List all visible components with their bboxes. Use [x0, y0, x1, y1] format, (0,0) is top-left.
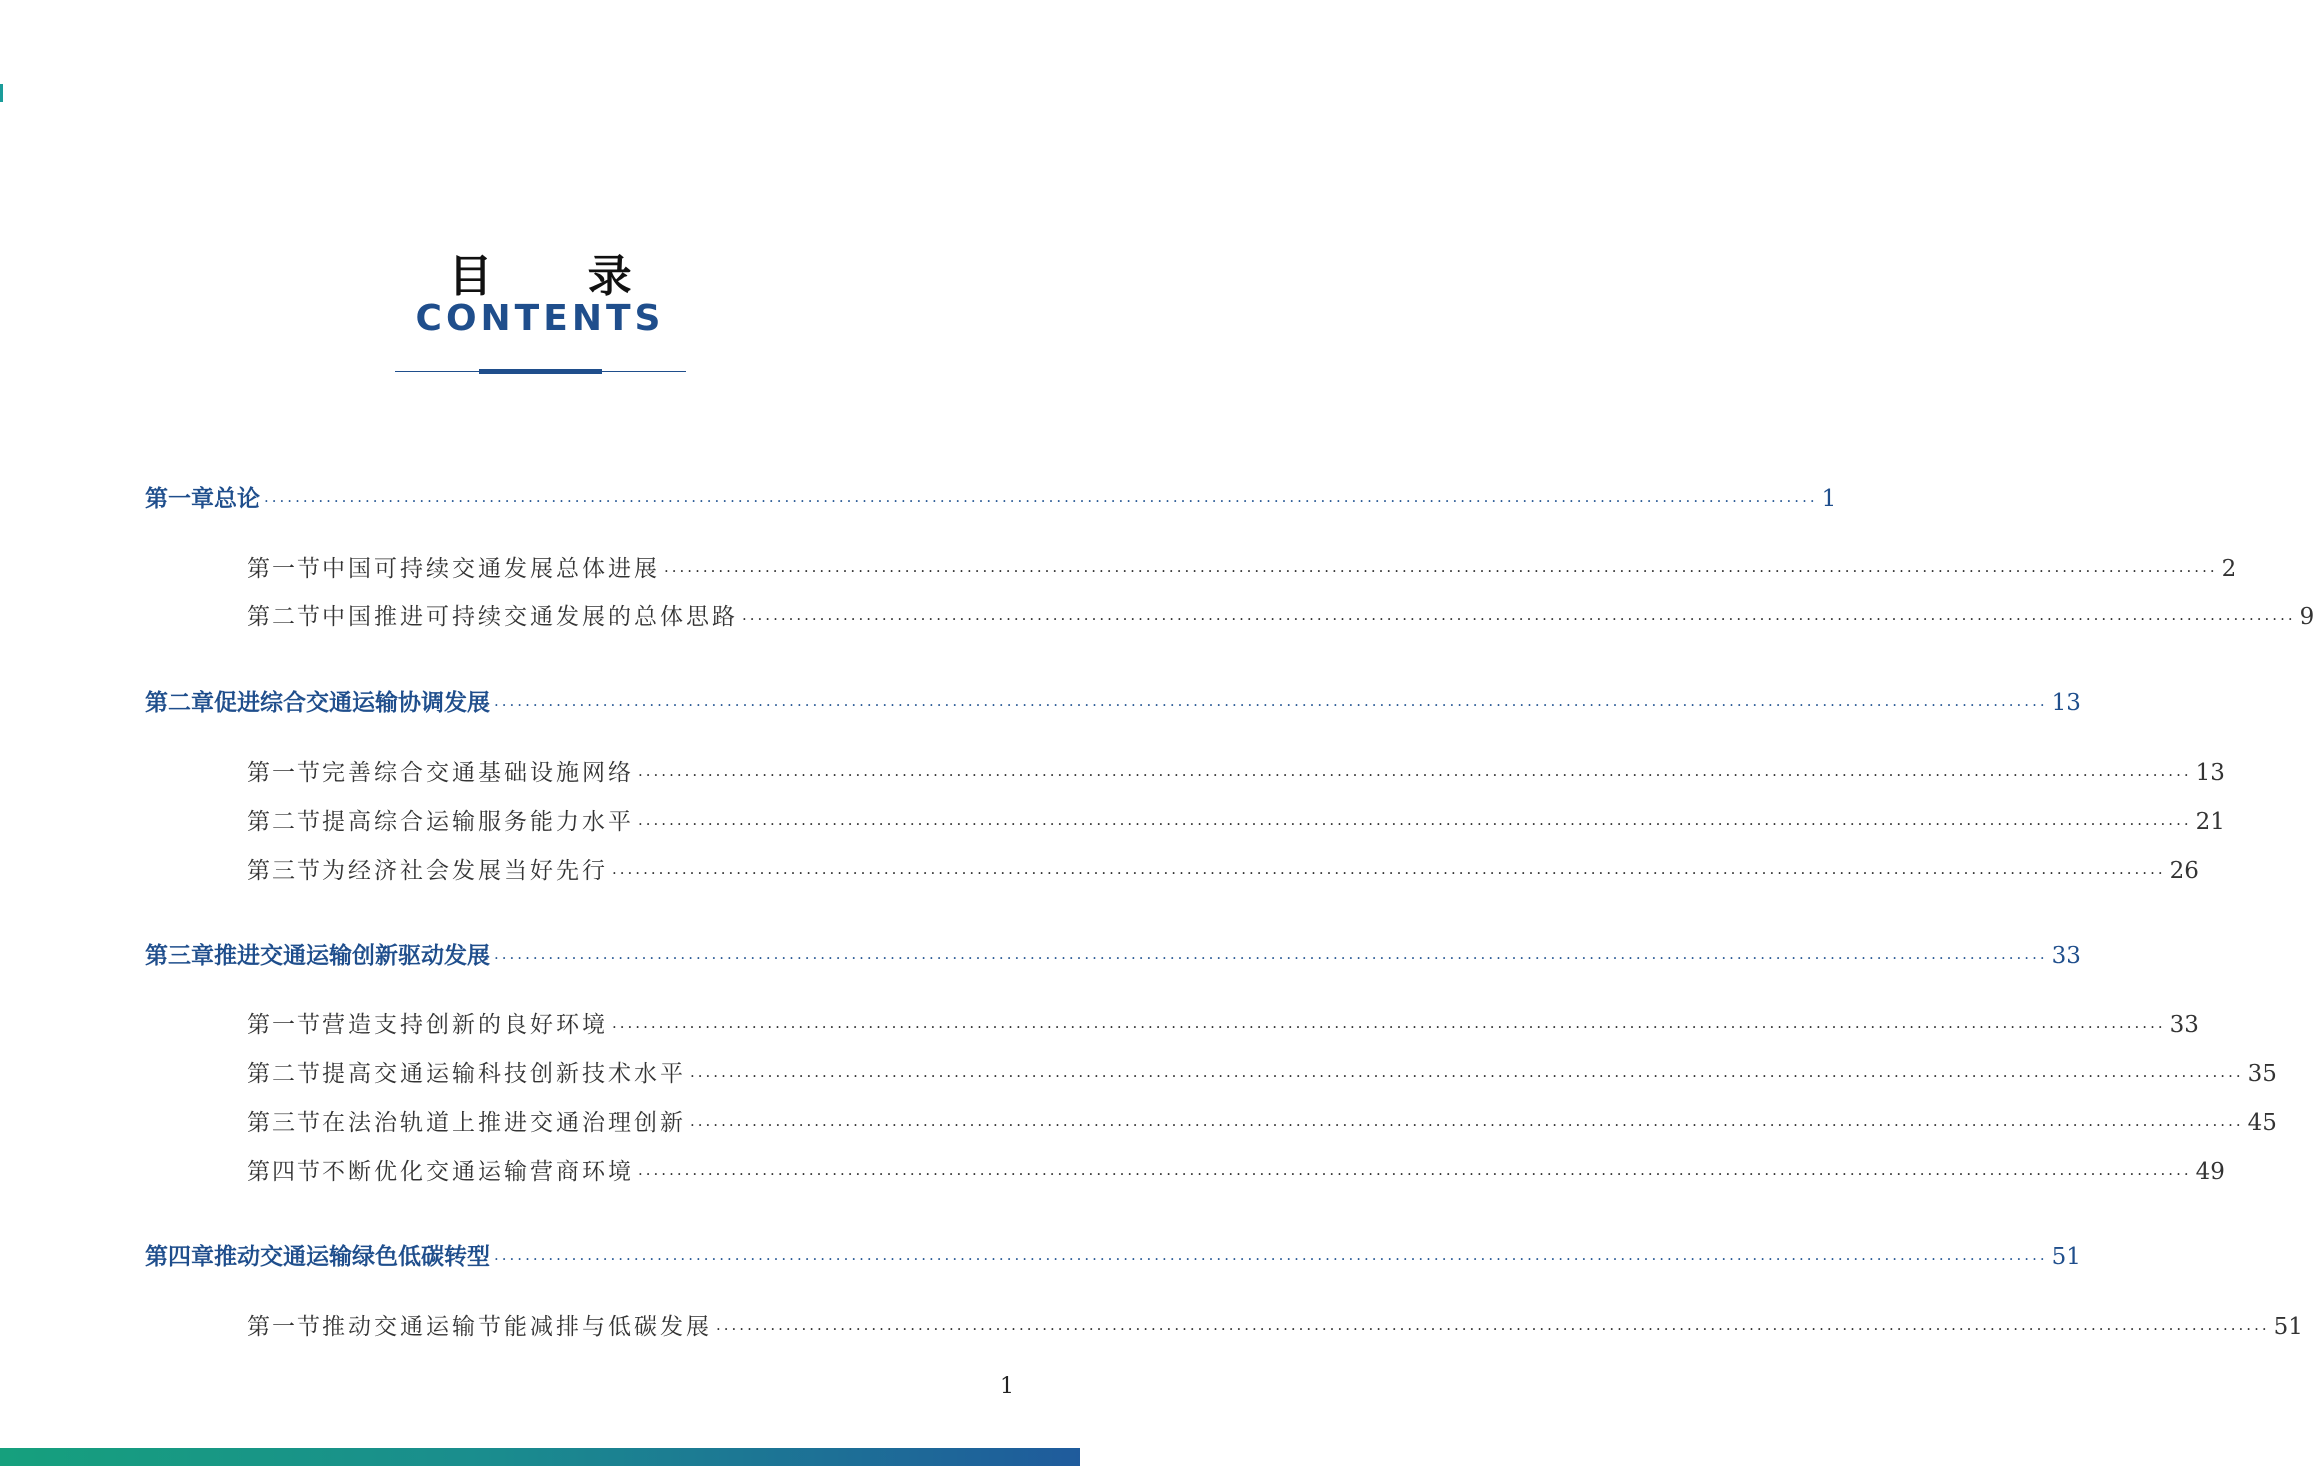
chapter-page-number: 33 — [2051, 943, 2081, 969]
section-page-number: 2 — [2221, 556, 2237, 582]
dot-leader: ········································································································································································································ — [612, 1018, 2166, 1036]
section-page-number: 33 — [2169, 1012, 2199, 1038]
section-number: 第二节 — [247, 1061, 322, 1087]
title-divider-accent — [479, 369, 602, 374]
dot-leader: ········································································································································································································ — [494, 1250, 2048, 1268]
section-page-number: 21 — [2195, 809, 2225, 835]
chapter-page-number: 1 — [1821, 486, 1837, 512]
page-number: 1 — [1000, 1374, 1014, 1399]
bottom-color-band — [0, 1448, 1080, 1466]
section-title: 营造支持创新的良好环境 — [322, 1012, 608, 1038]
toc-section-entry[interactable] — [247, 754, 2225, 788]
section-title: 在法治轨道上推进交通治理创新 — [322, 1110, 686, 1136]
dot-leader: ········································································································································································································ — [638, 815, 2192, 833]
dot-leader: ········································································································································································································ — [494, 949, 2048, 967]
section-page-number: 9 — [2299, 604, 2314, 630]
chapter-number: 第四章 — [145, 1244, 214, 1270]
section-page-number: 45 — [2247, 1110, 2277, 1136]
chapter-number: 第三章 — [145, 943, 214, 969]
dot-leader: ········································································································································································································ — [690, 1067, 2244, 1085]
section-title: 推动交通运输节能减排与低碳发展 — [322, 1314, 712, 1340]
chapter-page-number: 13 — [2051, 690, 2081, 716]
section-title: 提高综合运输服务能力水平 — [322, 809, 634, 835]
toc-section-entry[interactable] — [247, 1104, 2277, 1138]
dot-leader: ········································································································································································································ — [638, 766, 2192, 784]
section-number: 第二节 — [247, 809, 322, 835]
chapter-title: 推动交通运输绿色低碳转型 — [214, 1244, 490, 1270]
section-title: 提高交通运输科技创新技术水平 — [322, 1061, 686, 1087]
chapter-title: 总论 — [214, 486, 260, 512]
section-number: 第一节 — [247, 1012, 322, 1038]
dot-leader: ········································································································································································································ — [664, 562, 2218, 580]
dot-leader: ········································································································································································································ — [494, 696, 2048, 714]
section-number: 第四节 — [247, 1159, 322, 1185]
section-number: 第一节 — [247, 556, 322, 582]
dot-leader: ········································································································································································································ — [612, 864, 2166, 882]
dot-leader: ········································································································································································································ — [716, 1320, 2270, 1338]
section-title: 中国推进可持续交通发展的总体思路 — [322, 604, 738, 630]
section-number: 第一节 — [247, 1314, 322, 1340]
toc-section-entry[interactable] — [247, 803, 2225, 837]
chapter-number: 第一章 — [145, 486, 214, 512]
dot-leader: ········································································································································································································ — [742, 610, 2296, 628]
toc-chapter-entry[interactable] — [145, 1238, 2081, 1272]
toc-section-entry[interactable] — [247, 598, 2314, 632]
toc-section-entry[interactable] — [247, 550, 2237, 584]
section-page-number: 49 — [2195, 1159, 2225, 1185]
dot-leader: ········································································································································································································ — [690, 1116, 2244, 1134]
section-title: 为经济社会发展当好先行 — [322, 858, 608, 884]
chapter-page-number: 51 — [2051, 1244, 2081, 1270]
section-page-number: 35 — [2247, 1061, 2277, 1087]
section-title: 中国可持续交通发展总体进展 — [322, 556, 660, 582]
section-page-number: 13 — [2195, 760, 2225, 786]
toc-section-entry[interactable] — [247, 1308, 2303, 1342]
section-number: 第一节 — [247, 760, 322, 786]
chapter-title: 促进综合交通运输协调发展 — [214, 690, 490, 716]
toc-chapter-entry[interactable] — [145, 480, 1837, 514]
section-number: 第三节 — [247, 858, 322, 884]
chapter-title: 推进交通运输创新驱动发展 — [214, 943, 490, 969]
edge-accent-mark — [0, 84, 3, 102]
toc-chapter-entry[interactable] — [145, 937, 2081, 971]
page-title: 目 录 — [448, 251, 672, 302]
chapter-number: 第二章 — [145, 690, 214, 716]
toc-section-entry[interactable] — [247, 852, 2199, 886]
section-title: 完善综合交通基础设施网络 — [322, 760, 634, 786]
section-number: 第二节 — [247, 604, 322, 630]
toc-chapter-entry[interactable] — [145, 684, 2081, 718]
dot-leader: ········································································································································································································ — [638, 1165, 2192, 1183]
section-page-number: 26 — [2169, 858, 2199, 884]
section-title: 不断优化交通运输营商环境 — [322, 1159, 634, 1185]
dot-leader: ········································································································································································································ — [264, 492, 1818, 510]
section-number: 第三节 — [247, 1110, 322, 1136]
page-subtitle: CONTENTS — [415, 298, 665, 339]
toc-section-entry[interactable] — [247, 1153, 2225, 1187]
toc-section-entry[interactable] — [247, 1055, 2277, 1089]
toc-section-entry[interactable] — [247, 1006, 2199, 1040]
section-page-number: 51 — [2273, 1314, 2303, 1340]
